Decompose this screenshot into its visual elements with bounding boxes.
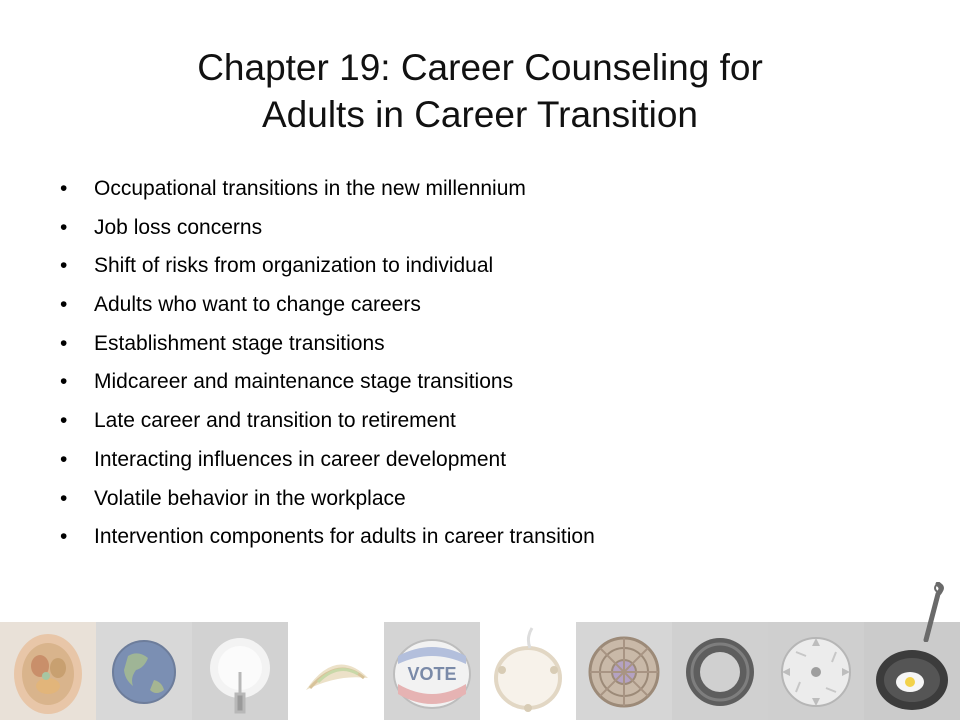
slide-title [0,44,960,138]
bullet-dot: • [60,370,68,394]
bullet-dot: • [60,293,68,317]
taco-image [288,622,384,720]
bullet-text: Adults who want to change careers [94,293,421,317]
bullet-list [60,174,595,561]
bullet-item [60,251,595,290]
bullet-item [60,406,595,445]
bullet-item [60,484,595,523]
light-bulb-image [192,622,288,720]
bullet-dot: • [60,254,68,278]
bullet-text: Intervention components for adults in career transition [94,525,595,549]
title-line-2: Adults in Career Transition [262,94,698,135]
bullet-item [60,213,595,252]
bullet-dot: • [60,215,68,239]
title-line-1: Chapter 19: Career Counseling for [197,47,763,88]
bullet-dot: • [60,447,68,471]
bullet-text: Late career and transition to retirement [94,409,456,433]
globe-image [96,622,192,720]
bullet-text: Shift of risks from organization to individual [94,254,494,278]
bullet-dot: • [60,331,68,355]
vote-text: VOTE [407,664,457,684]
vote-button-image [384,622,480,720]
tire-image [672,622,768,720]
frying-pan-handle-image [912,582,952,642]
rose-window-image [576,622,672,720]
bullet-dot: • [60,525,68,549]
bullet-item [60,367,595,406]
bullet-dot: • [60,409,68,433]
bullet-text: Interacting influences in career development [94,447,507,471]
bullet-dot: • [60,177,68,200]
bullet-text: Occupational transitions in the new millennium [94,177,526,200]
saw-blade-image [768,622,864,720]
bullet-text: Job loss concerns [94,215,263,239]
bullet-dot: • [60,486,68,510]
bullet-item [60,290,595,329]
footer-image-strip [0,622,960,720]
bullet-item [60,445,595,484]
bullet-item [60,174,595,213]
bullet-text: Midcareer and maintenance stage transitions [94,370,514,394]
bullet-text: Establishment stage transitions [94,331,385,355]
bullet-item [60,329,595,368]
tambourine-image [480,622,576,720]
brain-scan-image [0,622,96,720]
bullet-item [60,522,595,561]
bullet-text: Volatile behavior in the workplace [94,486,406,510]
